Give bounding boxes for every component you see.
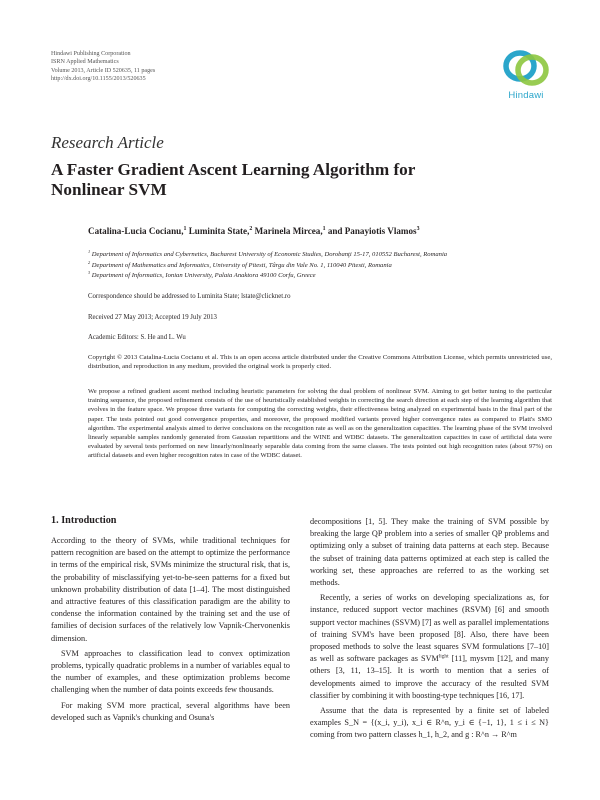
author-name: Luminita State, xyxy=(186,226,250,236)
hindawi-logo-text: Hindawi xyxy=(508,90,544,101)
author-name: Catalina-Lucia Cocianu, xyxy=(88,226,184,236)
doi-link[interactable]: http://dx.doi.org/10.1155/2013/520635 xyxy=(51,75,146,82)
title-line: A Faster Gradient Ascent Learning Algorithm for xyxy=(51,160,416,179)
journal-header xyxy=(51,50,155,83)
affiliation-text: Department of Mathematics and Informatics, University of Pitesti, Târgu din Vale No. 1, 110040 Pitesti, Romania xyxy=(90,261,392,269)
affiliations xyxy=(88,250,568,282)
affiliation-mark: 1 xyxy=(88,248,91,254)
left-column xyxy=(51,535,290,727)
affiliation xyxy=(88,271,568,282)
paragraph: decompositions [1, 5]. They make the training of SVM possible by breaking the large QP problem into a series of smaller QP problems and optimizing only a subset of training data patterns at each step. Because the subset of training data patterns optimized at each step is called the working set, these approaches are referred to as the working set methods. xyxy=(310,517,549,588)
author-affil-mark: 2 xyxy=(249,225,253,232)
paragraph: Assume that the data is represented by a finite set of labeled examples S_N = {(x_i, y_i), x_i ∈ R^n, y_i ∈ {−1, 1}, 1 ≤ i ≤ N} coming from two pattern classes h_1, h_2, and g : R^n → R^m xyxy=(310,706,549,740)
superscript: light xyxy=(438,653,449,660)
author-name: Marinela Mircea, xyxy=(252,226,323,236)
author-affil-mark: 1 xyxy=(183,225,187,232)
right-column xyxy=(310,516,549,745)
title-line: Nonlinear SVM xyxy=(51,180,167,199)
abstract: We propose a refined gradient ascent method including heuristic parameters for solving the dual problem of nonlinear SVM. Aiming to get better tuning to the particular training sequence, the proposed refinement consists of the use of heuristically established weights in correcting the search direction at each step of the learning algorithm that evolves in the feature space. We propose three variants for computing the correcting weights, their effectiveness being analyzed on experimental basis in the final part of the paper. The tests pointed out good convergence properties, and moreover, the proposed modified variants proved higher convergence rates as compared to Platt's SMO algorithm. The experimental analysis aimed to derive conclusions on the recognition rate as well as on the generalization capacities. The learning phase of the SVM involved linearly separable samples randomly generated from Gaussian repartitions and the WINE and WDBC datasets. The generalization capacities in case of artificial data were evaluated by several tests performed on new linearly/nonlinearly separable data coming from the same classes. The tests pointed out high recognition rates (about 97%) on artificial datasets and even higher recognition rates in case of the WDBC dataset. xyxy=(88,388,552,460)
paragraph-text: [11], mysvm [12], and many others [3, 11, 13–15]. It is worth to mention that a series of developments aimed to improve the accuracy of the resulted SVM classifier by combining it with boosting-type techniques [16, 17]. xyxy=(310,654,549,700)
paragraph-text: Recently, a series of works on developing specializations as, for instance, reduced support vector machines (RSVM) [6] and smooth support vector machines (SSVM) [7] as well as parallel implementations of training SVM's have been proposed [8]. Also, there have been proposed methods to solve the least squares SVM formulations [7–10] as well as software packages as SVM xyxy=(310,593,549,664)
paragraph: For making SVM more practical, several algorithms have been developed such as Vapnik's chunking and Osuna's xyxy=(51,700,290,722)
paragraph: According to the theory of SVMs, while traditional techniques for pattern recognition are based on the attempt to optimize the performance in terms of the empirical risk, SVMs minimize the structural risk, that is, the probability of misclassifying yet-to-be-seen patterns for a fixed but unknown probability distribution of data [1–4]. The most distinguished and attractive features of this classification paradigm are the ability to condense the information contained by the training set and the use of families of decision surfaces of the relatively low Vapnik-Chervonenkis dimension. xyxy=(51,536,290,643)
volume-info: Volume 2013, Article ID 520635, 11 pages xyxy=(51,67,156,74)
author-list xyxy=(88,226,420,236)
affiliation xyxy=(88,250,568,261)
academic-editors: Academic Editors: S. He and L. Wu xyxy=(88,334,186,341)
section-heading: 1. Introduction xyxy=(51,515,117,526)
article-title xyxy=(51,160,531,200)
paragraph: SVM approaches to classification lead to convex optimization problems, typically quadratic problems in a number of variables equal to the number of examples, and these optimization problems become challenging when the number of data points exceeds few thousands. xyxy=(51,648,290,695)
affiliation-mark: 3 xyxy=(88,269,91,275)
author-name: and Panayiotis Vlamos xyxy=(325,226,417,236)
author-affil-mark: 1 xyxy=(322,225,326,232)
publisher: Hindawi Publishing Corporation xyxy=(51,51,131,57)
affiliation xyxy=(88,261,568,272)
journal-name: ISRN Applied Mathematics xyxy=(51,59,119,66)
affiliation-text: Department of Informatics and Cybernetics, Bucharest University of Economic Studies, Dorobanţi 15-17, 010552 Bucharest, Romania xyxy=(90,251,448,258)
paragraph xyxy=(310,592,549,702)
article-type: Research Article xyxy=(51,133,164,152)
affiliation-mark: 2 xyxy=(88,259,91,265)
dates: Received 27 May 2013; Accepted 19 July 2013 xyxy=(88,314,217,321)
copyright-notice: Copyright © 2013 Catalina-Lucia Cocianu et al. This is an open access article distributed under the Creative Commons Attribution License, which permits unrestricted use, distribution, and reproduction in any medium, provided the original work is properly cited. xyxy=(88,354,552,371)
affiliation-text: Department of Informatics, Ionian University, Palaia Anaktora 49100 Corfu, Greece xyxy=(90,272,316,279)
author-affil-mark: 3 xyxy=(416,225,420,232)
correspondence: Correspondence should be addressed to Luminita State; lstate@clicknet.ro xyxy=(88,293,291,300)
